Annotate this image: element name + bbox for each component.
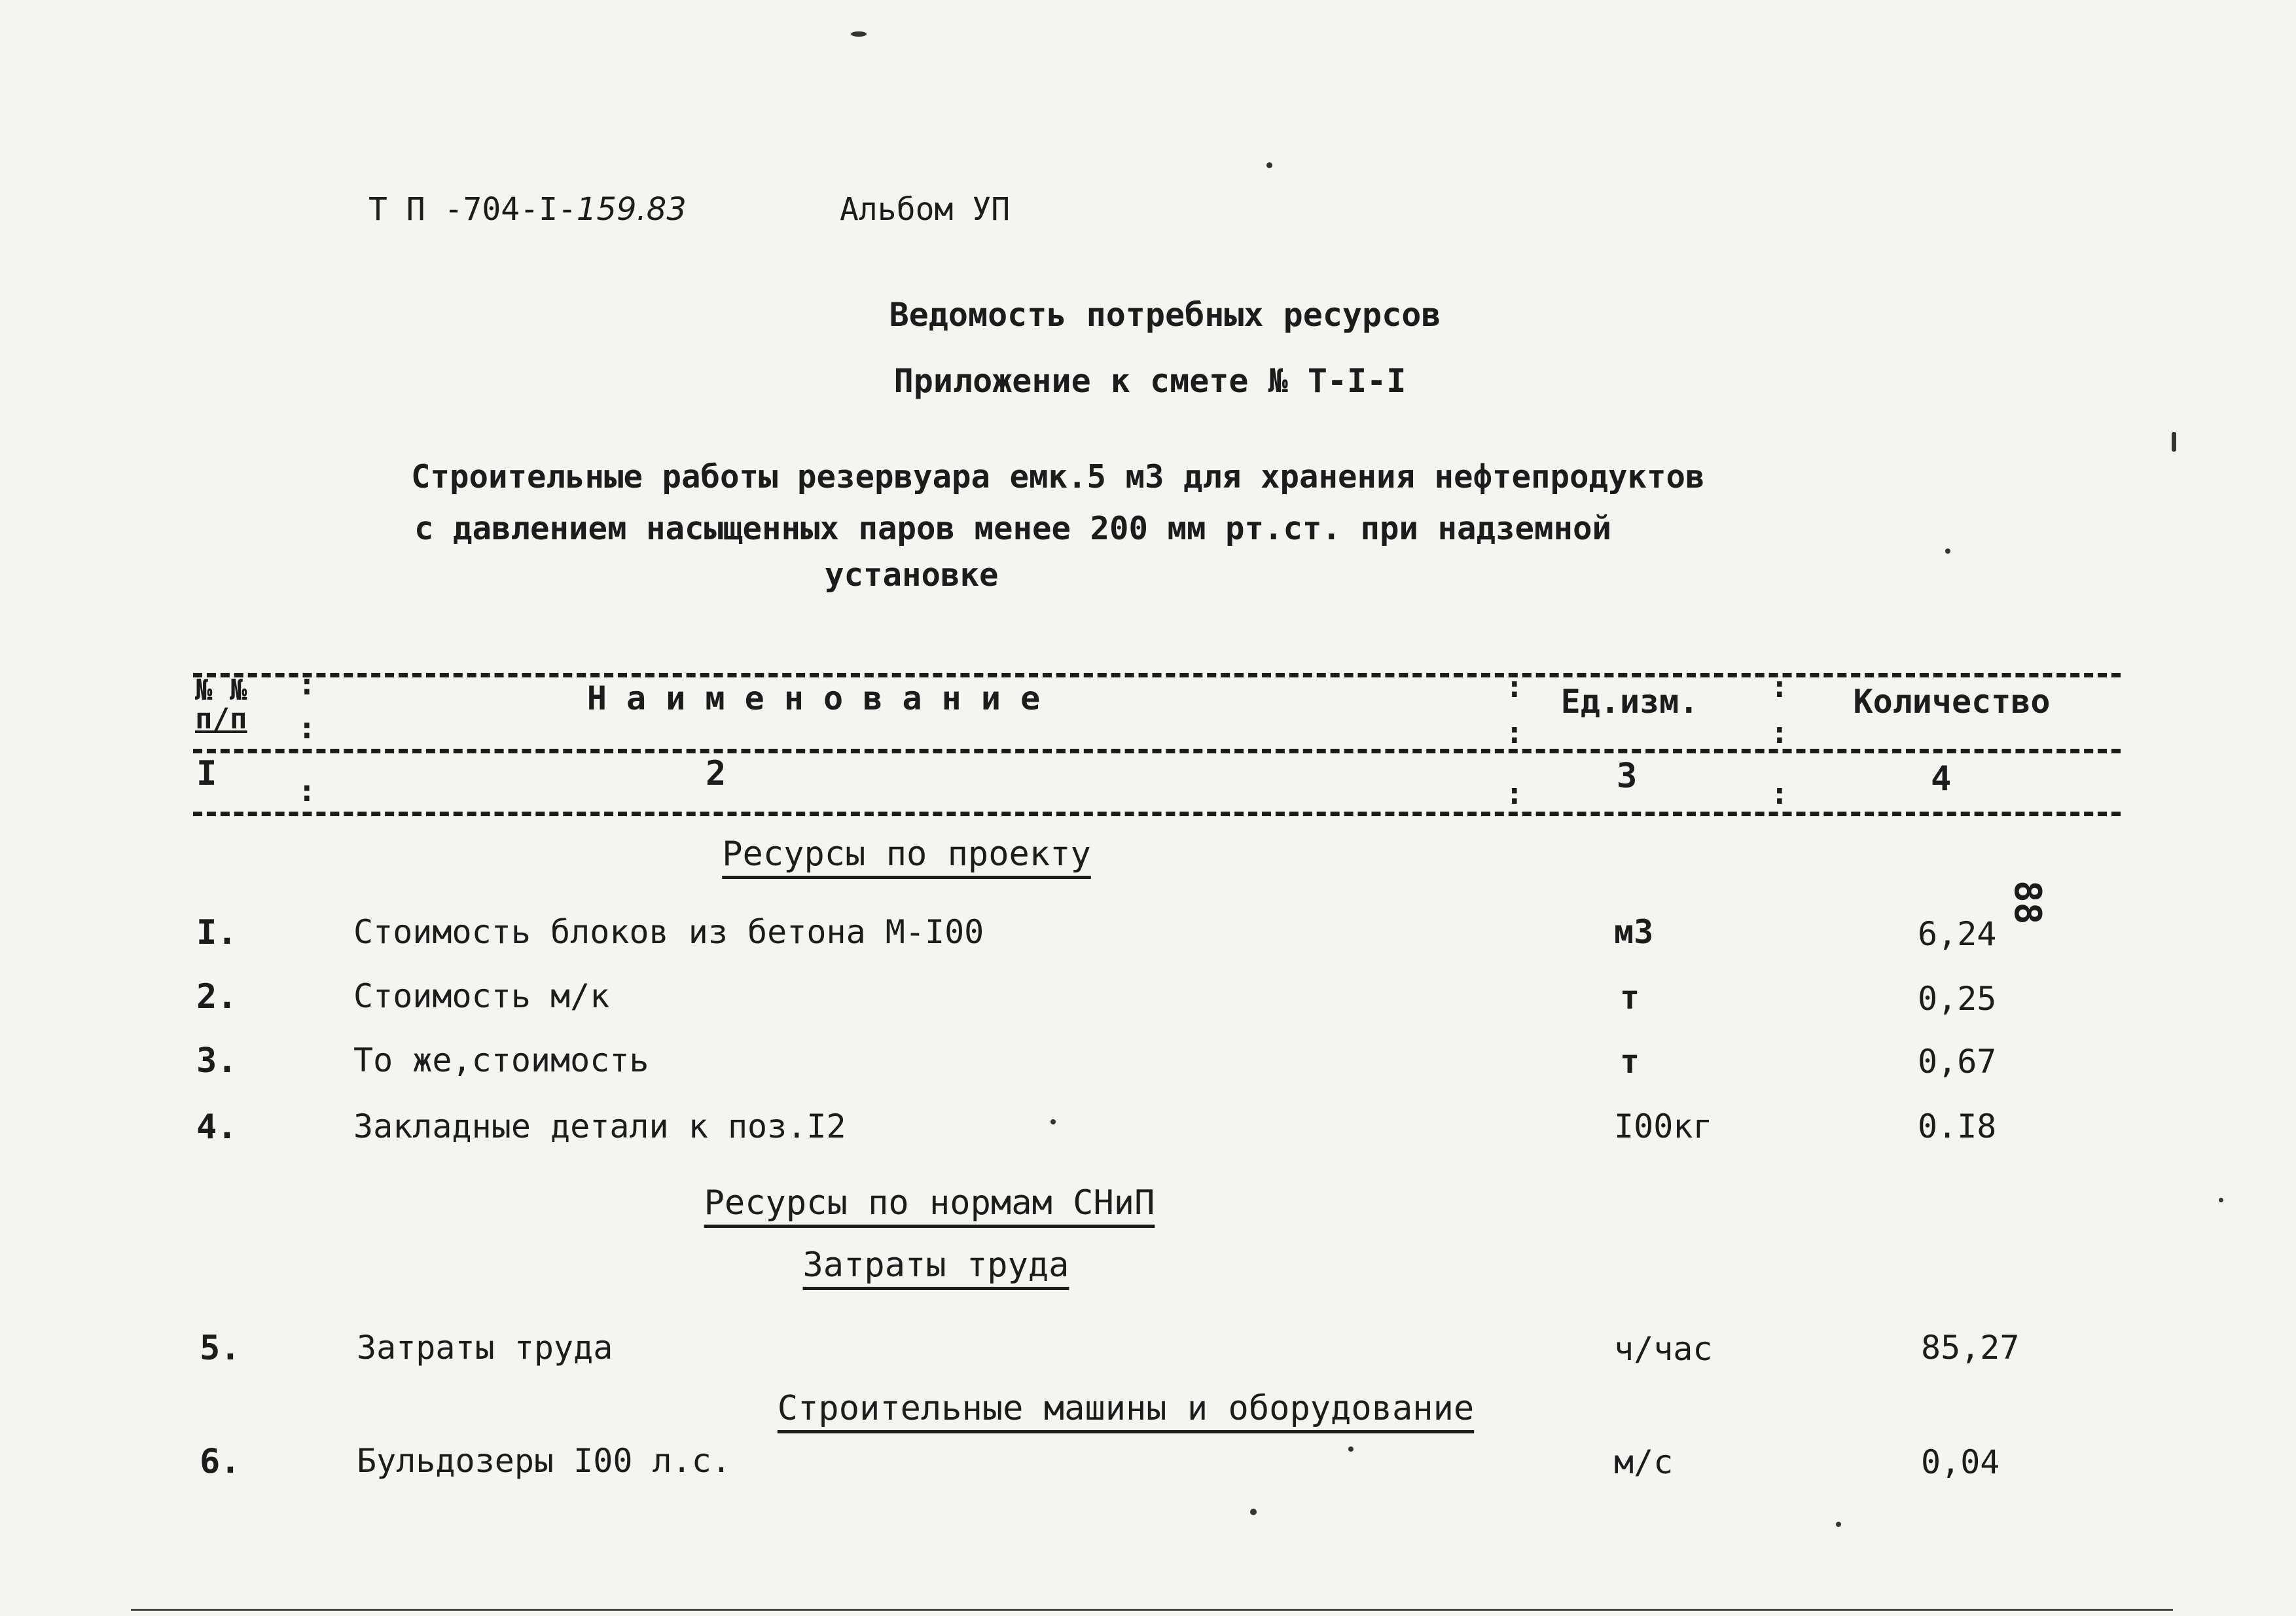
row-name: Затраты труда [357, 1329, 613, 1367]
description-line-2: с давлением насыщенных паров менее 200 мм рт.ст. при надземной [414, 510, 1612, 547]
scan-speck [2172, 432, 2176, 452]
row-unit: I00кг [1614, 1107, 1713, 1145]
row-name: Стоимость м/к [353, 977, 610, 1015]
row-name: Стоимость блоков из бетона М-I00 [353, 913, 984, 951]
column-separator: : [1505, 715, 1524, 750]
column-header-number-bottom: п/п [195, 702, 247, 736]
row-quantity: 6,24 [1918, 915, 1997, 953]
row-quantity: 85,27 [1921, 1329, 2020, 1367]
column-separator: : [1505, 669, 1524, 704]
scan-speck [2219, 1198, 2223, 1202]
column-separator: : [1770, 715, 1789, 750]
row-name: Бульдозеры I00 л.с. [357, 1442, 731, 1480]
row-number: 4. [196, 1107, 238, 1147]
table-top-rule [193, 673, 2121, 677]
scan-speck [1250, 1509, 1257, 1515]
description-line-1: Строительные работы резервуара емк.5 м3 для хранения нефтепродуктов [411, 458, 1705, 495]
description-line-3: установке [825, 556, 999, 594]
section-heading-machines: Строительные машины и оборудование [777, 1389, 1475, 1428]
row-unit: м/с [1614, 1443, 1674, 1481]
row-number: 2. [196, 977, 238, 1016]
column-number-3: 3 [1617, 757, 1638, 796]
row-name: Закладные детали к поз.I2 [353, 1107, 846, 1145]
column-header-name: Н а и м е н о в а н и е [586, 679, 1041, 717]
row-unit: т [1620, 979, 1640, 1016]
scan-speck [1266, 162, 1272, 168]
row-unit: т [1620, 1043, 1640, 1081]
document-code-prefix: Т П -704-I- [368, 191, 577, 228]
column-number-4: 4 [1931, 759, 1952, 799]
document-code [368, 191, 687, 228]
section-heading-project: Ресурсы по проекту [722, 835, 1091, 874]
row-quantity: 0.I8 [1918, 1107, 1997, 1145]
scan-speck [851, 31, 867, 37]
estimate-appendix-title: Приложение к смете № Т-I-I [893, 362, 1407, 400]
row-name: То же,стоимость [353, 1041, 649, 1079]
table-column-numbers-rule [193, 812, 2121, 816]
document-code-handwritten: 159.83 [576, 191, 687, 228]
column-separator: : [298, 773, 316, 808]
column-header-number-top: № № [195, 673, 247, 707]
column-number-2: 2 [706, 754, 726, 793]
statement-title: Ведомость потребных ресурсов [889, 296, 1441, 334]
section-heading-snip: Ресурсы по нормам СНиП [704, 1183, 1155, 1223]
bottom-frame-rule [131, 1609, 2173, 1611]
column-separator: : [1770, 669, 1789, 704]
column-separator: : [1770, 776, 1789, 811]
column-header-quantity: Количество [1853, 683, 2051, 721]
scan-speck [1050, 1119, 1056, 1124]
column-header-unit: Ед.изм. [1560, 683, 1699, 721]
row-unit: м3 [1614, 913, 1654, 951]
scan-speck [1348, 1446, 1354, 1452]
column-number-1: I [196, 754, 217, 793]
table-header-rule [193, 749, 2121, 753]
row-number: I. [196, 913, 238, 952]
row-number: 5. [200, 1329, 241, 1368]
section-heading-labor: Затраты труда [802, 1246, 1069, 1285]
album-label: Альбом УП [840, 191, 1011, 228]
row-quantity: 0,67 [1918, 1043, 1997, 1081]
row-unit: ч/час [1614, 1330, 1713, 1368]
page-number-stamp: 88 [2006, 880, 2049, 925]
row-number: 6. [200, 1442, 241, 1481]
column-separator: : [298, 710, 316, 745]
row-quantity: 0,04 [1921, 1443, 2000, 1481]
row-number: 3. [196, 1041, 238, 1081]
column-separator: : [1505, 776, 1524, 811]
column-header-number [195, 673, 247, 736]
row-quantity: 0,25 [1918, 980, 1997, 1018]
scan-speck [1836, 1522, 1841, 1527]
column-separator: : [298, 666, 316, 702]
scan-speck [1945, 548, 1950, 554]
